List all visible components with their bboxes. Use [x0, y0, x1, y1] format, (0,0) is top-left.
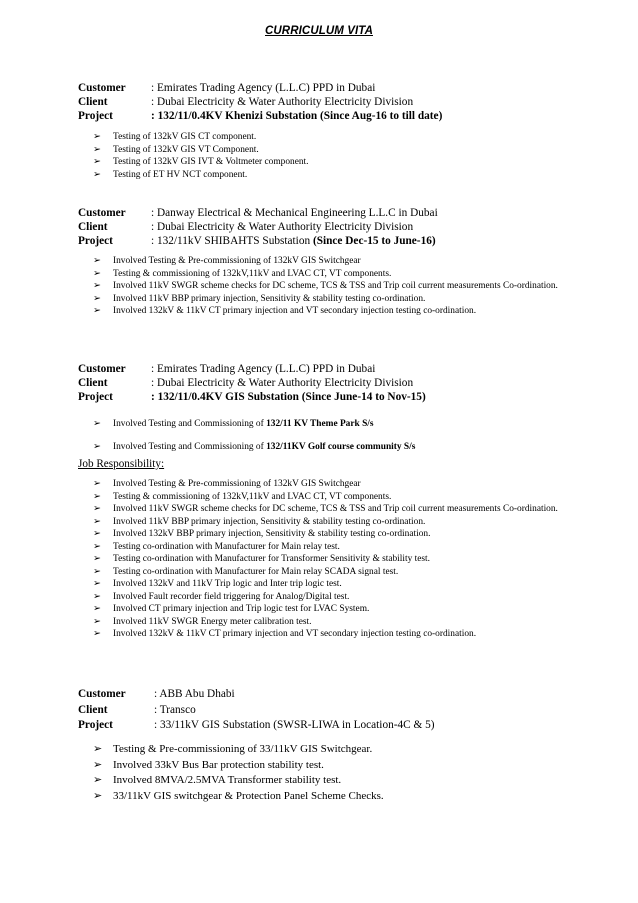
arrow-bullet-icon: ➢: [93, 132, 101, 142]
arrow-bullet-icon: ➢: [93, 516, 101, 527]
client-label: Client: [78, 703, 108, 716]
project-value: : 132/11kV SHIBAHTS Substation (Since Dec-15 to June-16): [151, 235, 436, 248]
customer-label: Customer: [78, 363, 126, 375]
arrow-bullet-icon: ➢: [93, 789, 103, 802]
arrow-bullet-icon: ➢: [93, 144, 101, 155]
job-responsibility-bullets: [93, 478, 573, 641]
list-item: ➢ Involved Testing & Pre-commissioning of 132kV GIS Switchgear: [93, 479, 361, 489]
arrow-bullet-icon: ➢: [93, 169, 101, 180]
arrow-bullet-icon: ➢: [93, 157, 101, 167]
list-item: ➢ Testing & commissioning of 132kV,11kV and LVAC CT, VT components.: [93, 268, 392, 279]
arrow-bullet-icon: ➢: [93, 629, 101, 639]
list-item: ➢ Involved 132kV BBP primary injection, Sensitivity & stability testing co-ordination.: [93, 529, 431, 539]
list-item: ➢ Testing of 132kV GIS CT component.: [93, 132, 257, 142]
customer-value: : Danway Electrical & Mechanical Engineering L.L.C in Dubai: [151, 207, 438, 219]
arrow-bullet-icon: ➢: [93, 579, 101, 589]
arrow-bullet-icon: ➢: [93, 774, 103, 786]
arrow-bullet-icon: ➢: [93, 293, 101, 304]
client-label: Client: [78, 96, 108, 109]
arrow-bullet-icon: ➢: [93, 268, 101, 279]
arrow-bullet-icon: ➢: [93, 541, 101, 552]
list-item: ➢ Involved Testing & Pre-commissioning of 132kV GIS Switchgear: [93, 256, 361, 266]
project-label: Project: [78, 719, 113, 731]
list-item: ➢ Involved 11kV BBP primary injection, Sensitivity & stability testing co-ordination.: [93, 293, 426, 304]
project-value: : 132/11/0.4KV GIS Substation (Since June-14 to Nov-15): [151, 391, 426, 404]
list-item: ➢ Involved 8MVA/2.5MVA Transformer stability test.: [93, 773, 573, 789]
list-item: ➢ Testing co-ordination with Manufacturer for Main relay test.: [93, 541, 340, 552]
list-item: ➢ Testing co-ordination with Manufacturer for Main relay SCADA signal test.: [93, 566, 399, 577]
list-item: ➢ Testing of ET HV NCT component.: [93, 169, 248, 180]
project-value: : 33/11kV GIS Substation (SWSR-LIWA in Location-4C & 5): [154, 719, 435, 731]
list-item: ➢ Involved Fault recorder field triggering for Analog/Digital test.: [93, 591, 350, 602]
list-item: ➢ Involved 132kV & 11kV CT primary injection and VT secondary injection testing co-ordination.: [93, 306, 477, 316]
list-item: ➢ Involved 132kV and 11kV Trip logic and Inter trip logic test.: [93, 579, 342, 589]
arrow-bullet-icon: ➢: [93, 591, 101, 602]
arrow-bullet-icon: ➢: [93, 419, 101, 429]
arrow-bullet-icon: ➢: [93, 281, 101, 291]
arrow-bullet-icon: ➢: [93, 441, 101, 452]
customer-value: : ABB Abu Dhabi: [154, 688, 235, 700]
project-label: Project: [78, 110, 113, 123]
list-item: ➢ 33/11kV GIS switchgear & Protection Panel Scheme Checks.: [93, 789, 573, 805]
list-item: ➢ Involved 11kV SWGR scheme checks for DC scheme, TCS & TSS and Trip coil current measurements Co-ordination.: [93, 504, 558, 514]
project-label: Project: [78, 235, 113, 248]
customer-label: Customer: [78, 207, 126, 219]
list-item: ➢ Involved 132kV & 11kV CT primary injection and VT secondary injection testing co-ordination.: [93, 629, 477, 639]
arrow-bullet-icon: ➢: [93, 743, 103, 755]
client-value: : Dubai Electricity & Water Authority Electricity Division: [151, 221, 414, 234]
project-value: : 132/11/0.4KV Khenizi Substation (Since Aug-16 to till date): [151, 110, 443, 123]
client-label: Client: [78, 221, 108, 234]
list-item: ➢ Involved 33kV Bus Bar protection stability test.: [93, 758, 573, 774]
job-responsibility-heading: Job Responsibility:: [78, 458, 165, 470]
section-1-header: [78, 81, 598, 124]
arrow-bullet-icon: ➢: [93, 604, 101, 614]
arrow-bullet-icon: ➢: [93, 529, 101, 539]
list-item: ➢ Testing & commissioning of 132kV,11kV and LVAC CT, VT components.: [93, 491, 392, 502]
arrow-bullet-icon: ➢: [93, 566, 101, 577]
arrow-bullet-icon: ➢: [93, 256, 101, 266]
section-1-bullets: [93, 131, 573, 181]
customer-label: Customer: [78, 688, 126, 700]
arrow-bullet-icon: ➢: [93, 554, 101, 564]
section-3-header: [78, 362, 598, 405]
arrow-bullet-icon: ➢: [93, 758, 103, 771]
client-label: Client: [78, 377, 108, 390]
arrow-bullet-icon: ➢: [93, 616, 101, 627]
arrow-bullet-icon: ➢: [93, 479, 101, 489]
arrow-bullet-icon: ➢: [93, 306, 101, 316]
client-value: : Transco: [154, 703, 196, 716]
list-item: ➢ Involved Testing and Commissioning of 132/11 KV Theme Park S/s: [93, 419, 374, 429]
list-item: ➢ Testing of 132kV GIS IVT & Voltmeter component.: [93, 157, 309, 167]
list-item: ➢ Involved 11kV BBP primary injection, Sensitivity & stability testing co-ordination.: [93, 516, 426, 527]
list-item: ➢ Involved 11kV SWGR scheme checks for DC scheme, TCS & TSS and Trip coil current measurements Co-ordination.: [93, 281, 558, 291]
section-4-bullets: [93, 742, 573, 804]
arrow-bullet-icon: ➢: [93, 504, 101, 514]
project-label: Project: [78, 391, 113, 404]
section-4-header: [78, 687, 598, 734]
arrow-bullet-icon: ➢: [93, 491, 101, 502]
list-item: ➢ Testing of 132kV GIS VT Component.: [93, 144, 259, 155]
list-item: ➢ Involved 11kV SWGR Energy meter calibration test.: [93, 616, 312, 627]
list-item: ➢ Testing & Pre-commissioning of 33/11kV GIS Switchgear.: [93, 742, 573, 758]
document-title: CURRICULUM VITA: [265, 25, 373, 37]
section-3-bullets: [93, 418, 573, 463]
section-2-header: [78, 206, 598, 249]
list-item: ➢ Involved Testing and Commissioning of 132/11KV Golf course community S/s: [93, 441, 416, 452]
customer-label: Customer: [78, 82, 126, 94]
client-value: : Dubai Electricity & Water Authority Electricity Division: [151, 96, 414, 109]
customer-value: : Emirates Trading Agency (L.L.C) PPD in Dubai: [151, 363, 376, 375]
customer-value: : Emirates Trading Agency (L.L.C) PPD in Dubai: [151, 82, 376, 94]
client-value: : Dubai Electricity & Water Authority Electricity Division: [151, 377, 414, 390]
section-2-bullets: [93, 255, 573, 318]
list-item: ➢ Involved CT primary injection and Trip logic test for LVAC System.: [93, 604, 370, 614]
list-item: ➢ Testing co-ordination with Manufacturer for Transformer Sensitivity & stability test.: [93, 554, 430, 564]
